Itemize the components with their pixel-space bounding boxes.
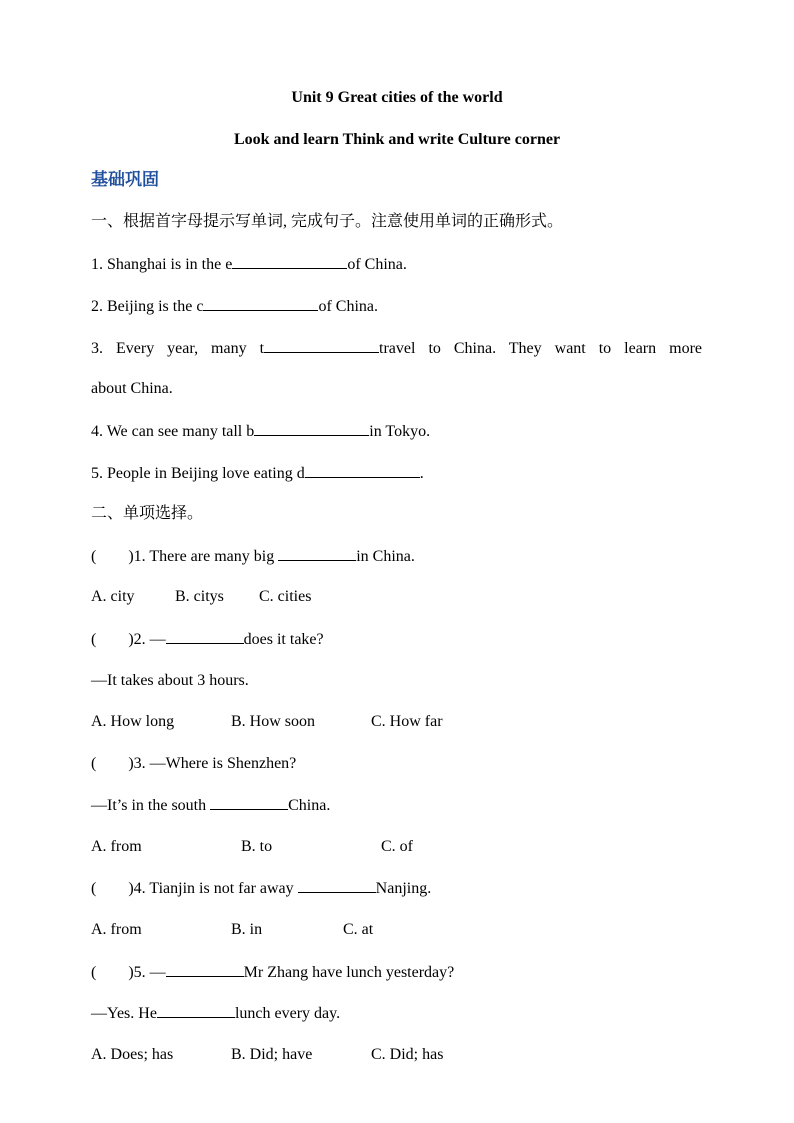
page-subtitle: Look and learn Think and write Culture corner (233, 131, 561, 148)
question-2: ( )2. — does it take? (91, 631, 324, 648)
question-5-options (91, 1045, 702, 1065)
section-heading: 基础巩固 (91, 170, 159, 189)
question-4: ( )4. Tianjin is not far away Nanjing. (91, 880, 432, 897)
option-b[interactable]: B. to (241, 838, 273, 855)
question-4-options (91, 920, 702, 940)
question-1-options (91, 587, 702, 607)
answer-blank[interactable] (232, 254, 347, 269)
part1-item-5: 5. People in Beijing love eating d . (91, 465, 424, 482)
question-3-options (91, 837, 702, 857)
answer-blank[interactable] (254, 421, 369, 436)
answer-blank[interactable] (203, 296, 318, 311)
question-5: ( )5. — Mr Zhang have lunch yesterday? (91, 964, 455, 981)
part1-item-2: 2. Beijing is the c of China. (91, 298, 378, 315)
answer-blank[interactable] (264, 338, 379, 353)
option-b[interactable]: B. citys (175, 588, 224, 605)
option-a[interactable]: A. from (91, 838, 142, 855)
option-c[interactable]: C. at (343, 921, 374, 938)
answer-blank[interactable] (166, 962, 244, 977)
part1-item-3: 3. Every year, many t travel to China. They want to learn more (91, 340, 702, 357)
option-a[interactable]: A. Does; has (91, 1046, 174, 1063)
option-a[interactable]: A. city (91, 588, 135, 605)
option-b[interactable]: B. How soon (231, 713, 316, 730)
option-b[interactable]: B. Did; have (231, 1046, 313, 1063)
question-3: ( )3. —Where is Shenzhen? (91, 755, 297, 772)
option-c[interactable]: C. How far (371, 713, 443, 730)
page-title: Unit 9 Great cities of the world (291, 89, 503, 106)
answer-blank[interactable] (298, 878, 376, 893)
option-a[interactable]: A. from (91, 921, 142, 938)
answer-blank[interactable] (166, 629, 244, 644)
answer-blank[interactable] (157, 1003, 235, 1018)
part1-item-1: 1. Shanghai is in the e of China. (91, 256, 407, 273)
part1-item-4: 4. We can see many tall b in Tokyo. (91, 423, 431, 440)
question-2-reply: —It takes about 3 hours. (91, 672, 249, 689)
option-c[interactable]: C. of (381, 838, 413, 855)
option-a[interactable]: A. How long (91, 713, 175, 730)
part2-heading: 二、单项选择。 (91, 505, 204, 522)
option-c[interactable]: C. cities (259, 588, 312, 605)
part1-heading: 一、根据首字母提示写单词, 完成句子。注意使用单词的正确形式。 (91, 213, 564, 230)
answer-blank[interactable] (210, 795, 288, 810)
question-3-reply: —It’s in the south China. (91, 797, 331, 814)
option-b[interactable]: B. in (231, 921, 263, 938)
question-1: ( )1. There are many big in China. (91, 548, 415, 565)
answer-blank[interactable] (278, 546, 356, 561)
answer-blank[interactable] (305, 463, 420, 478)
part1-item-3-cont: about China. (91, 380, 173, 397)
question-2-options (91, 712, 702, 732)
option-c[interactable]: C. Did; has (371, 1046, 444, 1063)
question-5-reply: —Yes. He lunch every day. (91, 1005, 341, 1022)
